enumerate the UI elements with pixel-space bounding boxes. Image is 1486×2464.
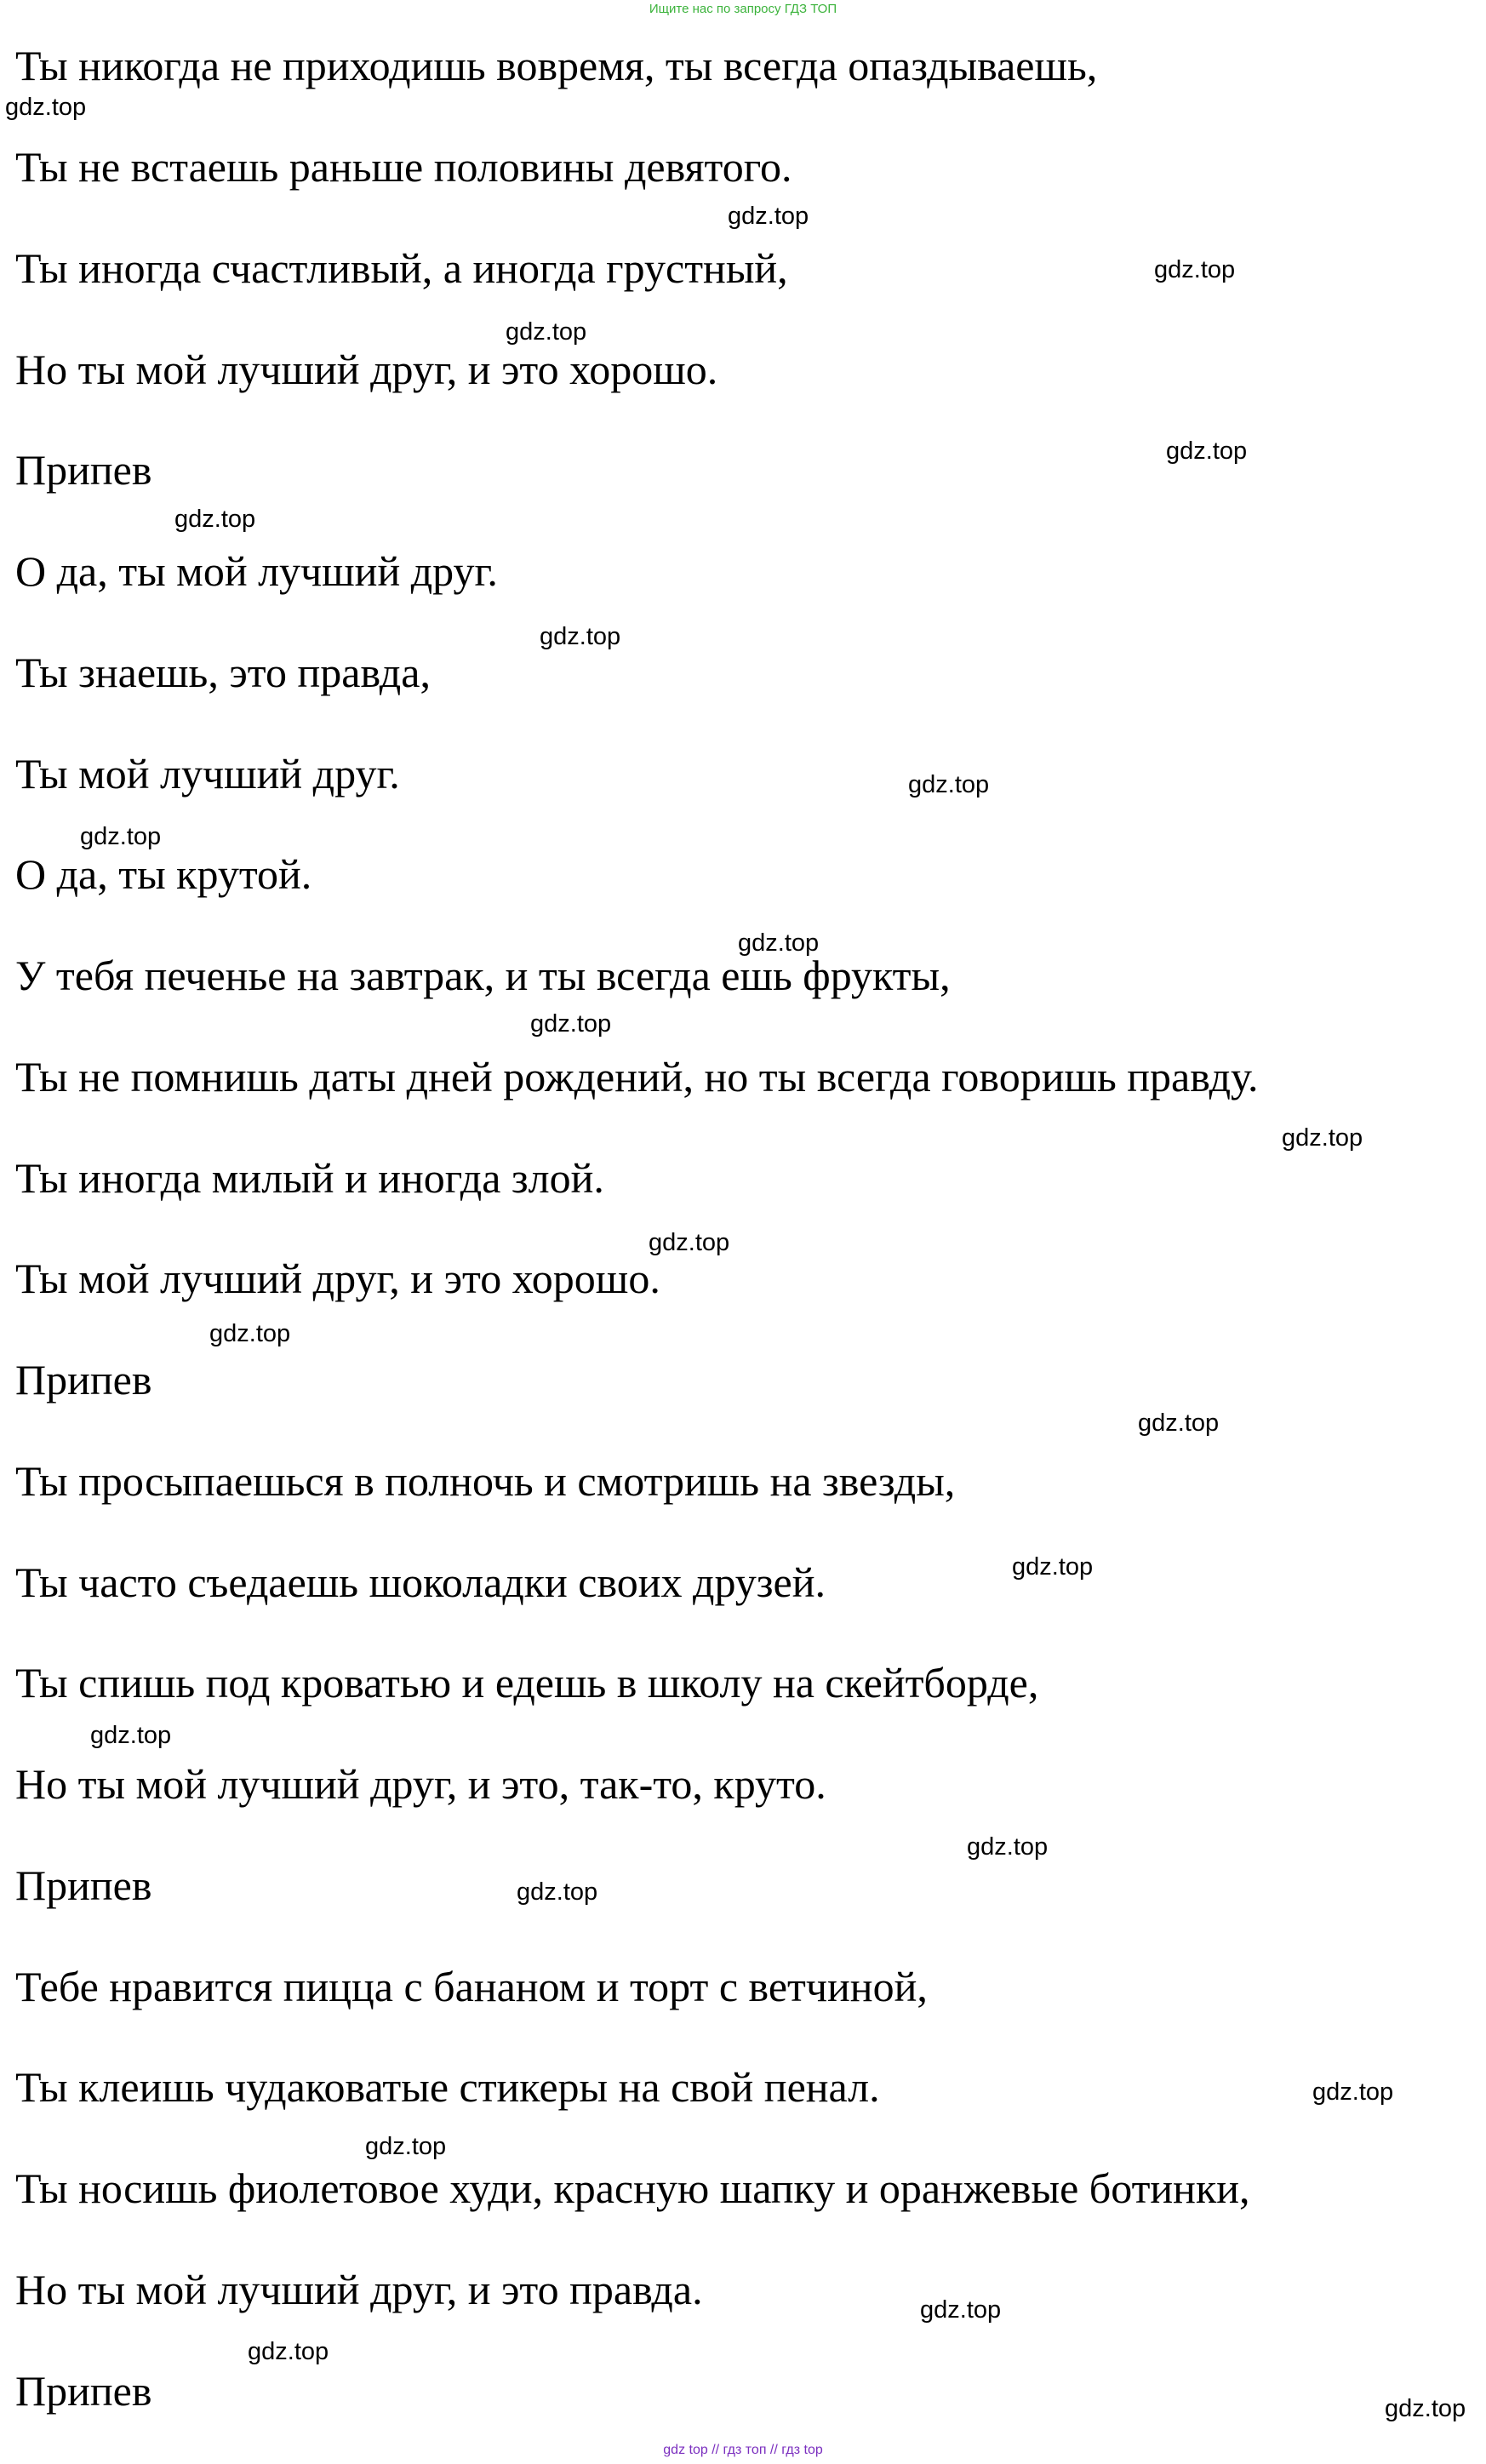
- lyric-line: Ты знаешь, это правда,: [15, 649, 431, 696]
- lyric-line: Ты иногда милый и иногда злой.: [15, 1154, 604, 1202]
- lyric-line: Ты спишь под кроватью и едешь в школу на скейтборде,: [15, 1659, 1039, 1707]
- watermark: gdz.top: [1138, 1409, 1220, 1437]
- watermark: gdz.top: [248, 2338, 329, 2365]
- watermark: gdz.top: [530, 1010, 612, 1038]
- lyric-line: Ты никогда не приходишь вовремя, ты всегда опаздываешь,: [15, 42, 1098, 89]
- watermark: gdz.top: [908, 771, 990, 798]
- lyric-line: Ты не помнишь даты дней рождений, но ты всегда говоришь правду.: [15, 1053, 1259, 1101]
- watermark: gdz.top: [80, 823, 162, 850]
- lyric-line: О да, ты мой лучший друг.: [15, 547, 498, 595]
- watermark: gdz.top: [5, 94, 87, 121]
- watermark: gdz.top: [1385, 2395, 1466, 2422]
- watermark: gdz.top: [540, 623, 621, 650]
- watermark: gdz.top: [1312, 2078, 1394, 2106]
- chorus-label: Припев: [15, 2367, 152, 2415]
- lyric-line: Тебе нравится пицца с бананом и торт с ветчиной,: [15, 1963, 928, 2010]
- header-note: Ищите нас по запросу ГДЗ ТОП: [649, 2, 837, 16]
- lyric-line: Ты просыпаешься в полночь и смотришь на звезды,: [15, 1457, 956, 1505]
- watermark: gdz.top: [738, 929, 820, 957]
- watermark: gdz.top: [920, 2296, 1002, 2324]
- lyric-line: Ты часто съедаешь шоколадки своих друзей.: [15, 1558, 826, 1606]
- lyric-line: Но ты мой лучший друг, и это, так-то, круто.: [15, 1760, 826, 1808]
- watermark: gdz.top: [506, 318, 587, 346]
- lyric-line: Ты клеишь чудаковатые стикеры на свой пенал.: [15, 2063, 880, 2111]
- watermark: gdz.top: [517, 1878, 598, 1906]
- footer: gdz top // гдз топ // гдз top: [663, 2443, 823, 2457]
- watermark: gdz.top: [728, 203, 809, 230]
- watermark: gdz.top: [967, 1833, 1049, 1861]
- lyric-line: Но ты мой лучший друг, и это хорошо.: [15, 346, 718, 393]
- chorus-label: Припев: [15, 1861, 152, 1909]
- lyric-line: О да, ты крутой.: [15, 850, 312, 898]
- watermark: gdz.top: [1012, 1553, 1094, 1581]
- watermark: gdz.top: [1166, 437, 1248, 465]
- lyric-line: Ты мой лучший друг.: [15, 750, 400, 798]
- watermark: gdz.top: [90, 1722, 172, 1749]
- lyric-line: Ты мой лучший друг, и это хорошо.: [15, 1255, 660, 1302]
- lyric-line: Ты иногда счастливый, а иногда грустный,: [15, 244, 788, 292]
- watermark: gdz.top: [1282, 1124, 1363, 1152]
- watermark: gdz.top: [174, 506, 256, 533]
- watermark: gdz.top: [365, 2133, 447, 2160]
- chorus-label: Припев: [15, 1356, 152, 1404]
- lyric-line: Но ты мой лучший друг, и это правда.: [15, 2266, 703, 2313]
- lyric-line: У тебя печенье на завтрак, и ты всегда ешь фрукты,: [15, 952, 951, 999]
- watermark: gdz.top: [209, 1320, 291, 1347]
- watermark: gdz.top: [649, 1229, 730, 1256]
- chorus-label: Припев: [15, 446, 152, 494]
- lyric-line: Ты не встаешь раньше половины девятого.: [15, 143, 792, 191]
- lyric-line: Ты носишь фиолетовое худи, красную шапку и оранжевые ботинки,: [15, 2164, 1250, 2212]
- watermark: gdz.top: [1154, 256, 1236, 283]
